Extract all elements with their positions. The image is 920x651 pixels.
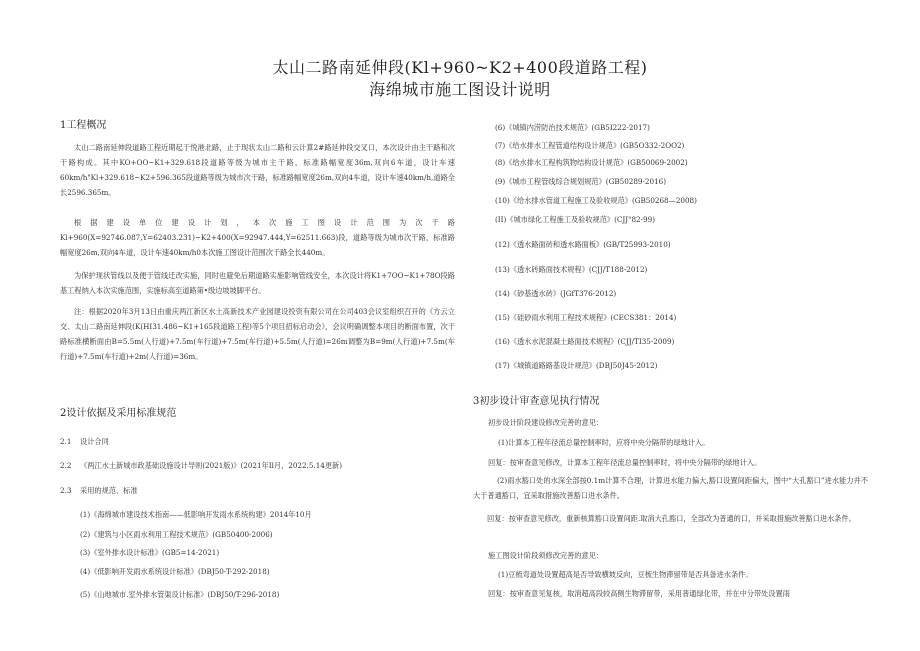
- sec3-paragraph: (1)计算本工程年径流总量控制率时，应将中央分隔带的绿地计入。: [498, 438, 710, 447]
- clause-number: 2.1: [60, 437, 72, 446]
- standard-item: (3)《室外排水设计标准》(GB5=14-2021): [80, 548, 220, 557]
- standard-item: (2)《建筑与小区雨水利用工程技术规范》(GB50400-2006): [80, 530, 273, 539]
- sec1-paragraph: 为保护现状管线以及便于管线迁改实施，同时也避免后期道路实施影响管线安全，本次设计将K1+7OO~K1+78O段路基工程纳入本次实施范围，实施标高至道路第•级边坡坡脚平台。: [60, 271, 455, 295]
- standard-item: (1)《海绵城市建设技术指南——低影响开发雨水系统构建》2014年10月: [80, 510, 312, 519]
- sec1-note: 注：根据2020年3月13日由重庆两江新区水土高新技术产业园建设投资有限公司在公司403会议室组织召开的《方云立交、太山二路南延伸段(K(HI31.486~K1+165段道路工程)等5个项目招标启动会》，会议明确调整本项目的断面布置，次干路标准横断面由B=5.5m(人行道)+7.5m(车行道)+7.5m(车行道)+5.5m(人行道)=26m调整为B=9m(人行道)+7.5m(车行道)+7.5m(车行道)+2m(人行道)=36m。: [60, 307, 455, 361]
- sec1-paragraph: 太山二路南延伸段道路工程近期起于悦港北路，止于现状太山二路和云计算2#路延伸段交叉口，本次设计由主干路和次干路构成。其中KO+OO~K1+329.618段道路等级为城市主干路，标准路幅宽度36m,双向6车道，设计车速60km/h"Kl+329.618~K2+596.365段道路等级为城市次干路，标准路幅宽度26m,双向4车道，设计车速40km/h,道路全长2596.365m。: [60, 143, 455, 197]
- standard-item: (8)《给水排水工程构筑物结构设计规范》(GB50069-2002): [495, 158, 688, 167]
- document-subtitle: 海绵城市施工图设计说明: [369, 80, 551, 99]
- standard-item: (12)《透水路面砖和透水路面板》(GB/T25993-2010): [495, 240, 671, 249]
- section-3-heading: 3初步设计审查意见执行情况: [473, 396, 600, 407]
- document-title: 太山二路南延伸段(Kl+960~K2+400段道路工程): [272, 58, 648, 77]
- standard-item: (15)《硅砂雨水利用工程技术规程》(CECS381：2014): [495, 313, 677, 322]
- clause-number: 2.2: [60, 461, 72, 470]
- sec3-paragraph: 回复：按审查意见复核，取消超高段较高侧生物滞留带，采用普通绿化带，并在中分带处设置雨: [488, 589, 790, 598]
- standard-item: (14)《砂基透水砖》(JGfT376-2012): [495, 289, 617, 298]
- standard-item: (10)《给水排水管道工程施工及验收规范》(GB50268—2008): [495, 196, 697, 205]
- clause-text: 设计合同: [80, 437, 109, 446]
- clause-text: 《两江水土新城市政基础设施设计导则(2021版)》(2021年Il月，2022.5.14更新): [80, 461, 343, 470]
- sec3-paragraph: (1)豆梳弯道处设置超高是否导致横坡反向，豆梳生物滞留带是否具备进水条件。: [498, 570, 753, 579]
- sec3-paragraph: 回复：按审查意见修改，重新核算豁口设置间距.取消大孔豁口，全部改为普通的口，并采取措施改善豁口进水条件。: [487, 514, 856, 523]
- sec1-paragraph: 根据建设单位建设计划，本次施工图设计范围为次干路Kl+960(X=92746.087,Y=62403.231)~K2+400(X=92947.444,Y=62511.663)段，道路等级为城市次干路，标准路幅宽度26m,双向4车道，设计车速40km/h0本次施工图设计范围次干路全长440m。: [60, 218, 455, 257]
- clause-text: 采用的规范、标准: [80, 486, 138, 495]
- standard-item: (9)《城市工程管线综合规划规范》(GB50289-2016): [495, 177, 667, 186]
- sec3-paragraph: (2)雨水豁口处的水深全部按0.1m计算不合理，计算进水能力偏大,豁口设置间距偏大，图中“大孔豁口”进水能力并不大于普通豁口，宜采取措施改善豁口进水条件。: [473, 476, 868, 500]
- standard-item: (16)《透水水泥混凝土路面技术规程》(CJJ/TI35-2009): [495, 337, 675, 346]
- clause-number: 2.3: [60, 486, 72, 495]
- standard-item: (5)《山地城市.室外排水管渠设计标准》(DBJ50/T-296-2018): [80, 590, 280, 599]
- standard-item: (13)《透水砖路面技术规程》(CJJ/T188-2012): [495, 265, 648, 274]
- standard-item: (17)《城镇道路路基设计规范》(DBJ50J45-2012): [495, 361, 658, 370]
- section-2-heading: 2设计依据及采用标准规范: [60, 408, 177, 419]
- sec3-paragraph: 回复：按审查意见修改，计算本工程年径流总量控制率时，将中央分隔带的绿地计入。: [488, 458, 762, 467]
- sec3-paragraph: 初步设计阶段建设修改完善的意见：: [488, 418, 604, 427]
- sec3-paragraph: 施工图设计阶段须修改完善的意见：: [488, 551, 604, 560]
- standard-item: (II)《城市绿化工程施工及验收规范》(CJJ"82-99): [495, 215, 655, 224]
- standard-item: (4)《低影响开发雨水系统设计标准》(DBJ50-T-292-2018): [80, 567, 270, 576]
- standard-item: (7)《给水排水工程管道结构设计规范》(GB5O332-2OO2): [495, 141, 685, 150]
- standard-item: (6)《城镇内涝防治技术规范》(GB5I222-2017): [495, 123, 650, 132]
- section-1-heading: 1工程概况: [60, 120, 107, 131]
